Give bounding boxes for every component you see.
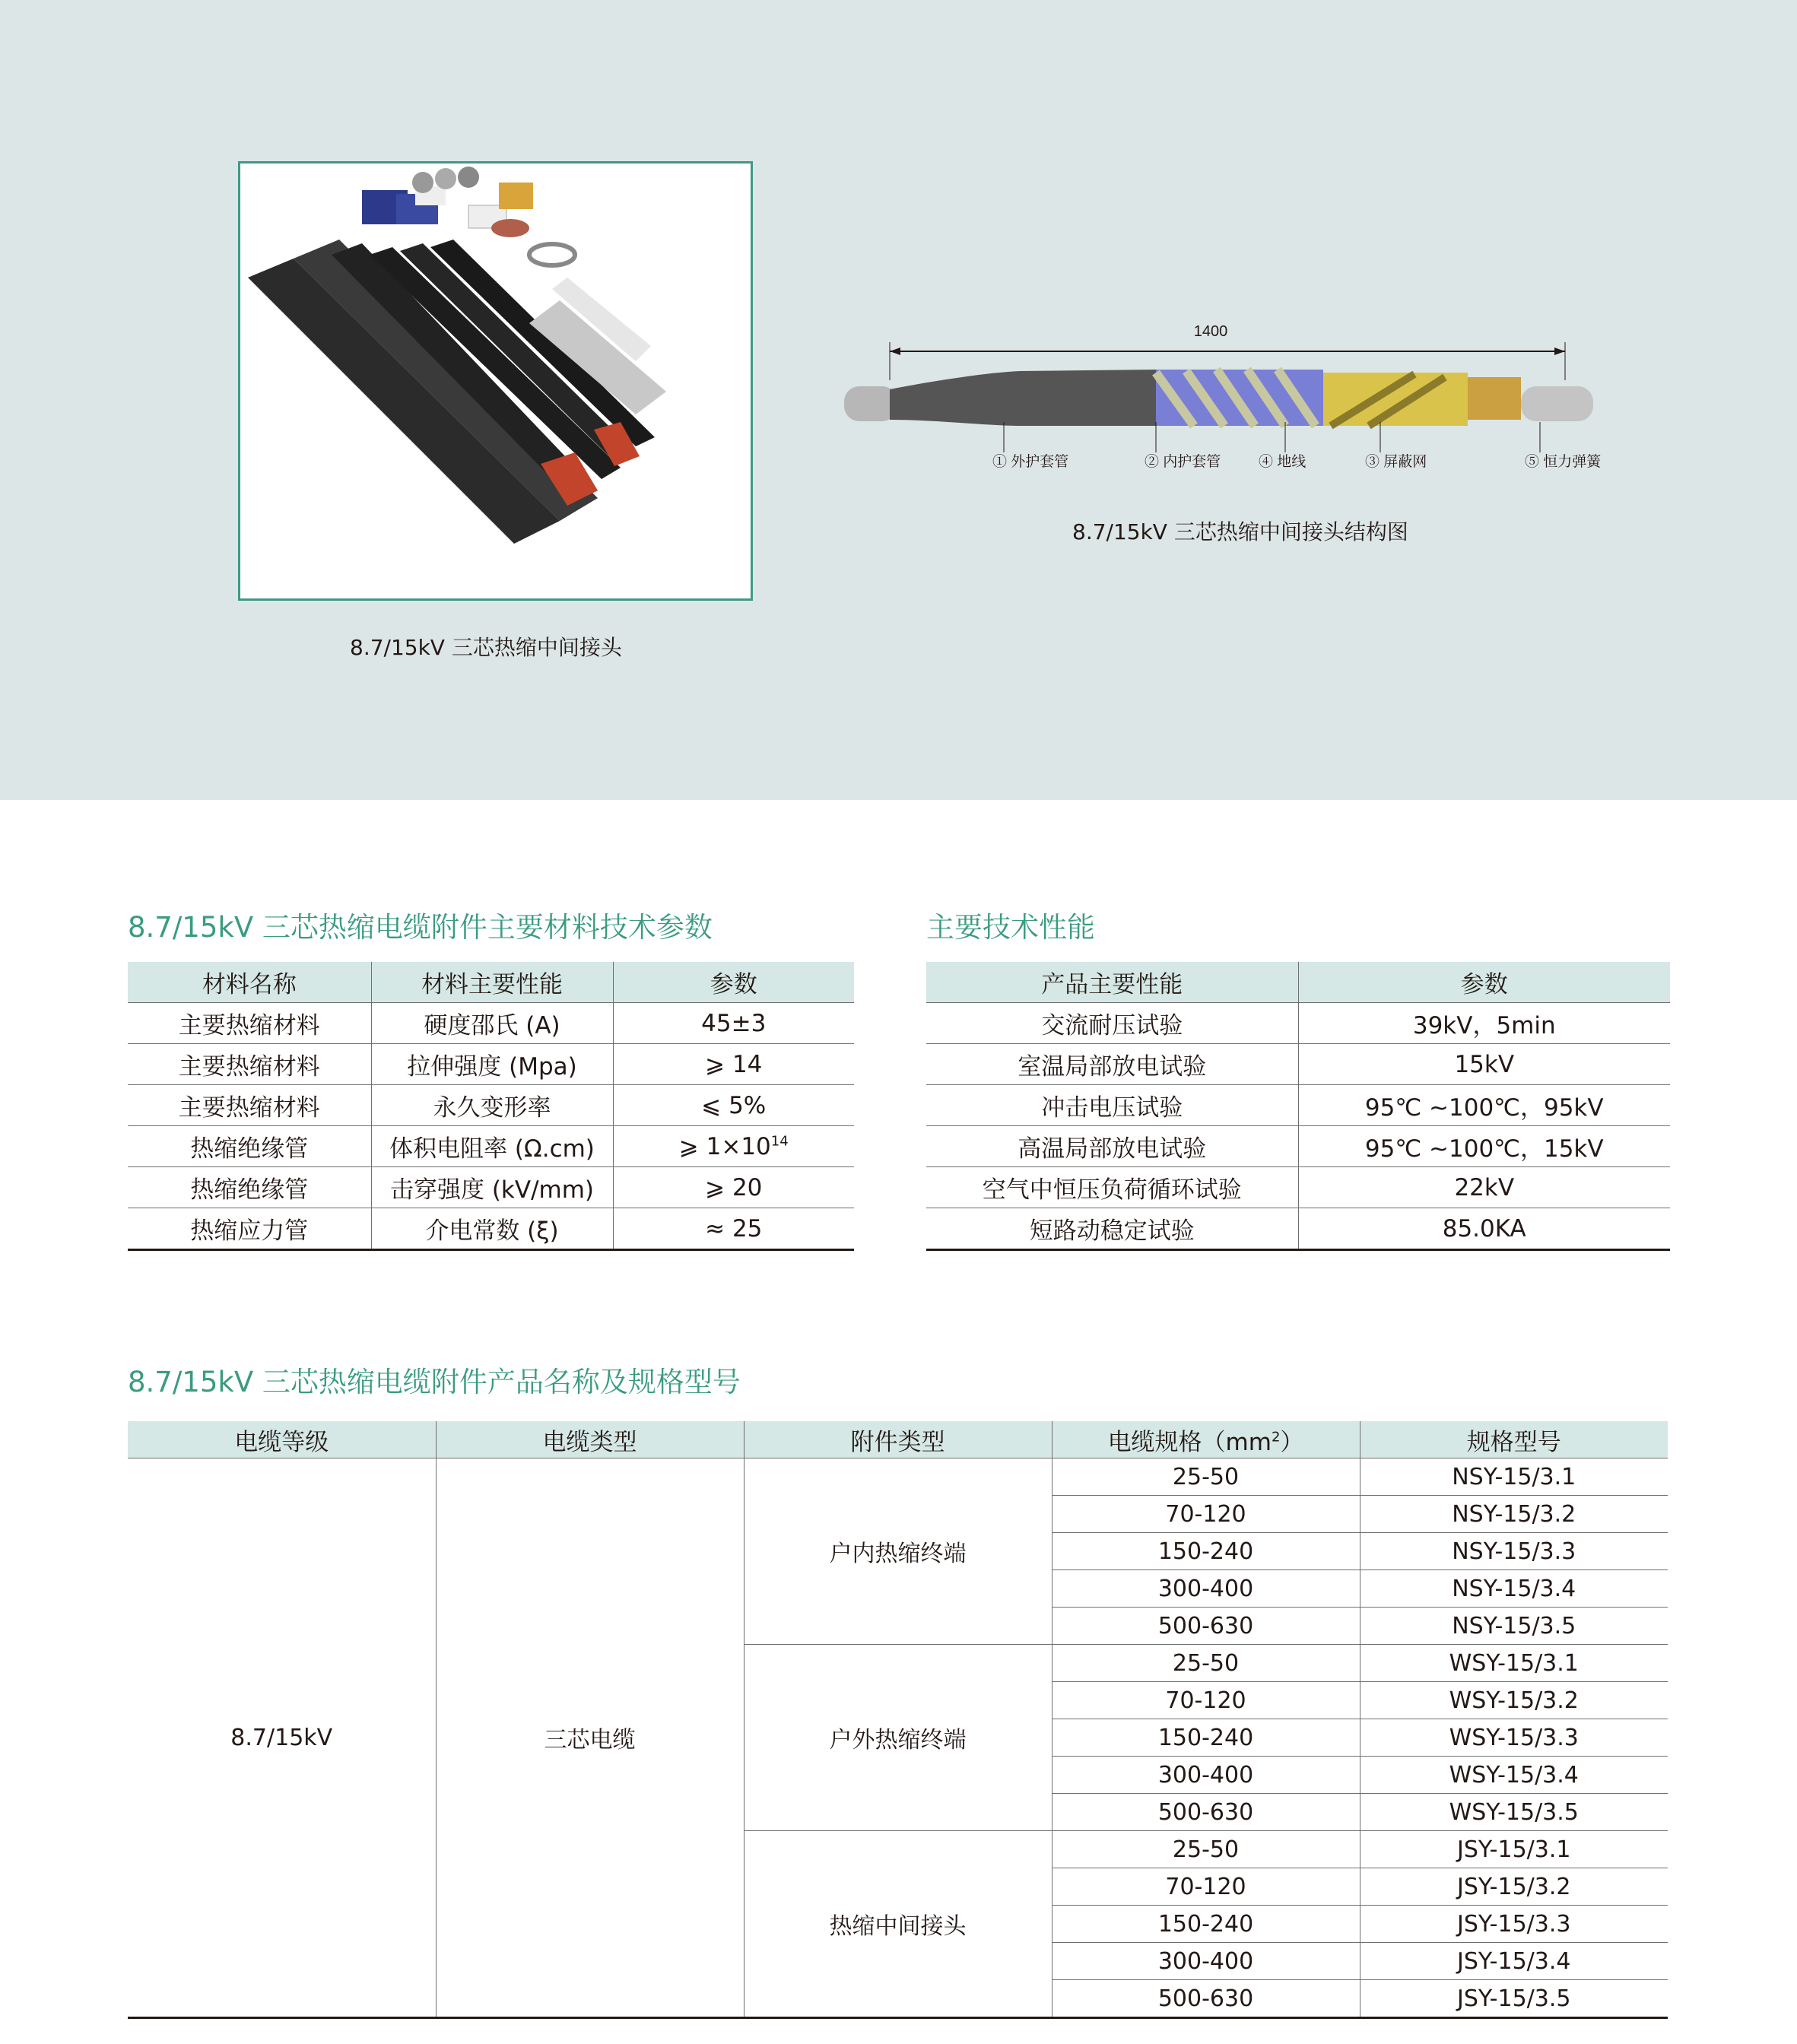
products-header-cable-type: 电缆类型 — [436, 1421, 744, 1458]
cell: 300-400 — [1052, 1943, 1360, 1980]
label-ground-wire: ④ 地线 — [1259, 454, 1306, 470]
cell: 热缩绝缘管 — [128, 1126, 371, 1167]
products-table — [128, 1421, 1668, 2019]
cell: 击穿强度 (kV/mm) — [371, 1167, 613, 1208]
performance-header-value: 参数 — [1298, 962, 1670, 1003]
cell: 15kV — [1298, 1044, 1670, 1085]
cell: 主要热缩材料 — [128, 1044, 371, 1085]
cell: 500-630 — [1052, 1980, 1360, 2018]
cell: 39kV，5min — [1298, 1003, 1670, 1044]
table-row — [926, 1126, 1670, 1167]
diagram-caption: 8.7/15kV 三芯热缩中间接头结构图 — [1072, 519, 1408, 544]
cell: 永久变形率 — [371, 1085, 613, 1126]
header-spec-text: 电缆规格（mm — [1107, 1428, 1272, 1456]
cell: 95℃ ~100℃，15kV — [1298, 1126, 1670, 1167]
materials-header-property: 材料主要性能 — [371, 962, 613, 1003]
products-header-spec — [1052, 1421, 1360, 1458]
materials-header-name: 材料名称 — [128, 962, 371, 1003]
table-row — [926, 1167, 1670, 1208]
cell: 主要热缩材料 — [128, 1085, 371, 1126]
table-row — [926, 1208, 1670, 1250]
cell: 70-120 — [1052, 1682, 1360, 1719]
cell: 70-120 — [1052, 1868, 1360, 1906]
table-row — [926, 1085, 1670, 1126]
materials-header-value: 参数 — [613, 962, 854, 1003]
cell: NSY-15/3.5 — [1360, 1608, 1668, 1645]
cell: 150-240 — [1052, 1906, 1360, 1943]
table-row — [128, 1085, 854, 1126]
cell-accessory-type: 户内热缩终端 — [744, 1458, 1052, 1645]
products-header-grade: 电缆等级 — [128, 1421, 436, 1458]
cell: 25-50 — [1052, 1645, 1360, 1682]
cell-exponent: 14 — [770, 1133, 789, 1150]
cell: 拉伸强度 (Mpa) — [371, 1044, 613, 1085]
cell: NSY-15/3.1 — [1360, 1458, 1668, 1496]
cell: WSY-15/3.3 — [1360, 1719, 1668, 1757]
products-title: 8.7/15kV 三芯热缩电缆附件产品名称及规格型号 — [128, 1366, 741, 1398]
cell: ⩾ 14 — [613, 1044, 854, 1085]
table-row — [926, 1044, 1670, 1085]
dimension-label: 1400 — [1193, 323, 1228, 340]
cell: 短路动稳定试验 — [926, 1208, 1298, 1250]
cell: NSY-15/3.3 — [1360, 1533, 1668, 1570]
cell: 500-630 — [1052, 1608, 1360, 1645]
cell: 热缩应力管 — [128, 1208, 371, 1250]
cell: 85.0KA — [1298, 1208, 1670, 1250]
cell: 300-400 — [1052, 1757, 1360, 1794]
cell: 介电常数 (ξ) — [371, 1208, 613, 1250]
cell: 500-630 — [1052, 1794, 1360, 1831]
table-row — [128, 1003, 854, 1044]
cell: 空气中恒压负荷循环试验 — [926, 1167, 1298, 1208]
products-header-accessory-type: 附件类型 — [744, 1421, 1052, 1458]
cell: 22kV — [1298, 1167, 1670, 1208]
materials-title: 8.7/15kV 三芯热缩电缆附件主要材料技术参数 — [128, 911, 713, 944]
cell: JSY-15/3.1 — [1360, 1831, 1668, 1868]
cell: NSY-15/3.4 — [1360, 1570, 1668, 1608]
cell-cable-type: 三芯电缆 — [436, 1458, 744, 2018]
cell: 高温局部放电试验 — [926, 1126, 1298, 1167]
cell — [613, 1126, 854, 1167]
cell: NSY-15/3.2 — [1360, 1496, 1668, 1533]
cell: 150-240 — [1052, 1719, 1360, 1757]
products-header-model: 规格型号 — [1360, 1421, 1668, 1458]
cell: ≈ 25 — [613, 1208, 854, 1250]
cell: JSY-15/3.3 — [1360, 1906, 1668, 1943]
table-row — [128, 1126, 854, 1167]
photo-caption: 8.7/15kV 三芯热缩中间接头 — [350, 635, 622, 660]
header-spec-superscript: 2 — [1271, 1429, 1281, 1446]
table-row — [128, 1458, 1668, 1496]
cell-accessory-type: 热缩中间接头 — [744, 1831, 1052, 2018]
heat-shrink-tubes — [248, 240, 655, 544]
cell-grade: 8.7/15kV — [128, 1458, 436, 2018]
cell: 25-50 — [1052, 1458, 1360, 1496]
product-photo-illustration — [240, 163, 751, 598]
cell: JSY-15/3.5 — [1360, 1980, 1668, 2018]
performance-header-property: 产品主要性能 — [926, 962, 1298, 1003]
label-inner-sheath: ② 内护套管 — [1145, 454, 1221, 470]
performance-table — [926, 962, 1670, 1251]
cell: ⩾ 20 — [613, 1167, 854, 1208]
materials-table — [128, 962, 854, 1251]
table-row — [128, 1167, 854, 1208]
cell: WSY-15/3.5 — [1360, 1794, 1668, 1831]
header-spec-close: ） — [1280, 1428, 1304, 1456]
cell: 热缩绝缘管 — [128, 1167, 371, 1208]
cell: 45±3 — [613, 1003, 854, 1044]
cell: JSY-15/3.2 — [1360, 1868, 1668, 1906]
cell: 150-240 — [1052, 1533, 1360, 1570]
cell: 体积电阻率 (Ω.cm) — [371, 1126, 613, 1167]
cable-left — [844, 386, 897, 421]
structure-diagram — [837, 319, 1643, 487]
cell: WSY-15/3.2 — [1360, 1682, 1668, 1719]
label-shield-mesh: ③ 屏蔽网 — [1365, 454, 1427, 470]
performance-title: 主要技术性能 — [926, 911, 1095, 944]
cell: ⩽ 5% — [613, 1085, 854, 1126]
cell: 25-50 — [1052, 1831, 1360, 1868]
cell: 硬度邵氏 (A) — [371, 1003, 613, 1044]
cell: 交流耐压试验 — [926, 1003, 1298, 1044]
cell: 冲击电压试验 — [926, 1085, 1298, 1126]
cell: WSY-15/3.4 — [1360, 1757, 1668, 1794]
cell-base: ⩾ 1×10 — [678, 1132, 771, 1160]
cell-accessory-type: 户外热缩终端 — [744, 1645, 1052, 1831]
table-row — [926, 1003, 1670, 1044]
table-row — [128, 1044, 854, 1085]
product-photo — [238, 161, 753, 601]
cell: 70-120 — [1052, 1496, 1360, 1533]
cell: 室温局部放电试验 — [926, 1044, 1298, 1085]
cell: WSY-15/3.1 — [1360, 1645, 1668, 1682]
cell: JSY-15/3.4 — [1360, 1943, 1668, 1980]
cell: 300-400 — [1052, 1570, 1360, 1608]
table-row — [128, 1208, 854, 1250]
cell: 主要热缩材料 — [128, 1003, 371, 1044]
cable-right — [1521, 386, 1593, 421]
label-spring: ⑤ 恒力弹簧 — [1525, 454, 1602, 470]
outer-sheath — [890, 370, 1156, 426]
cell: 95℃ ~100℃，95kV — [1298, 1085, 1670, 1126]
label-outer-sheath: ① 外护套管 — [992, 454, 1069, 470]
